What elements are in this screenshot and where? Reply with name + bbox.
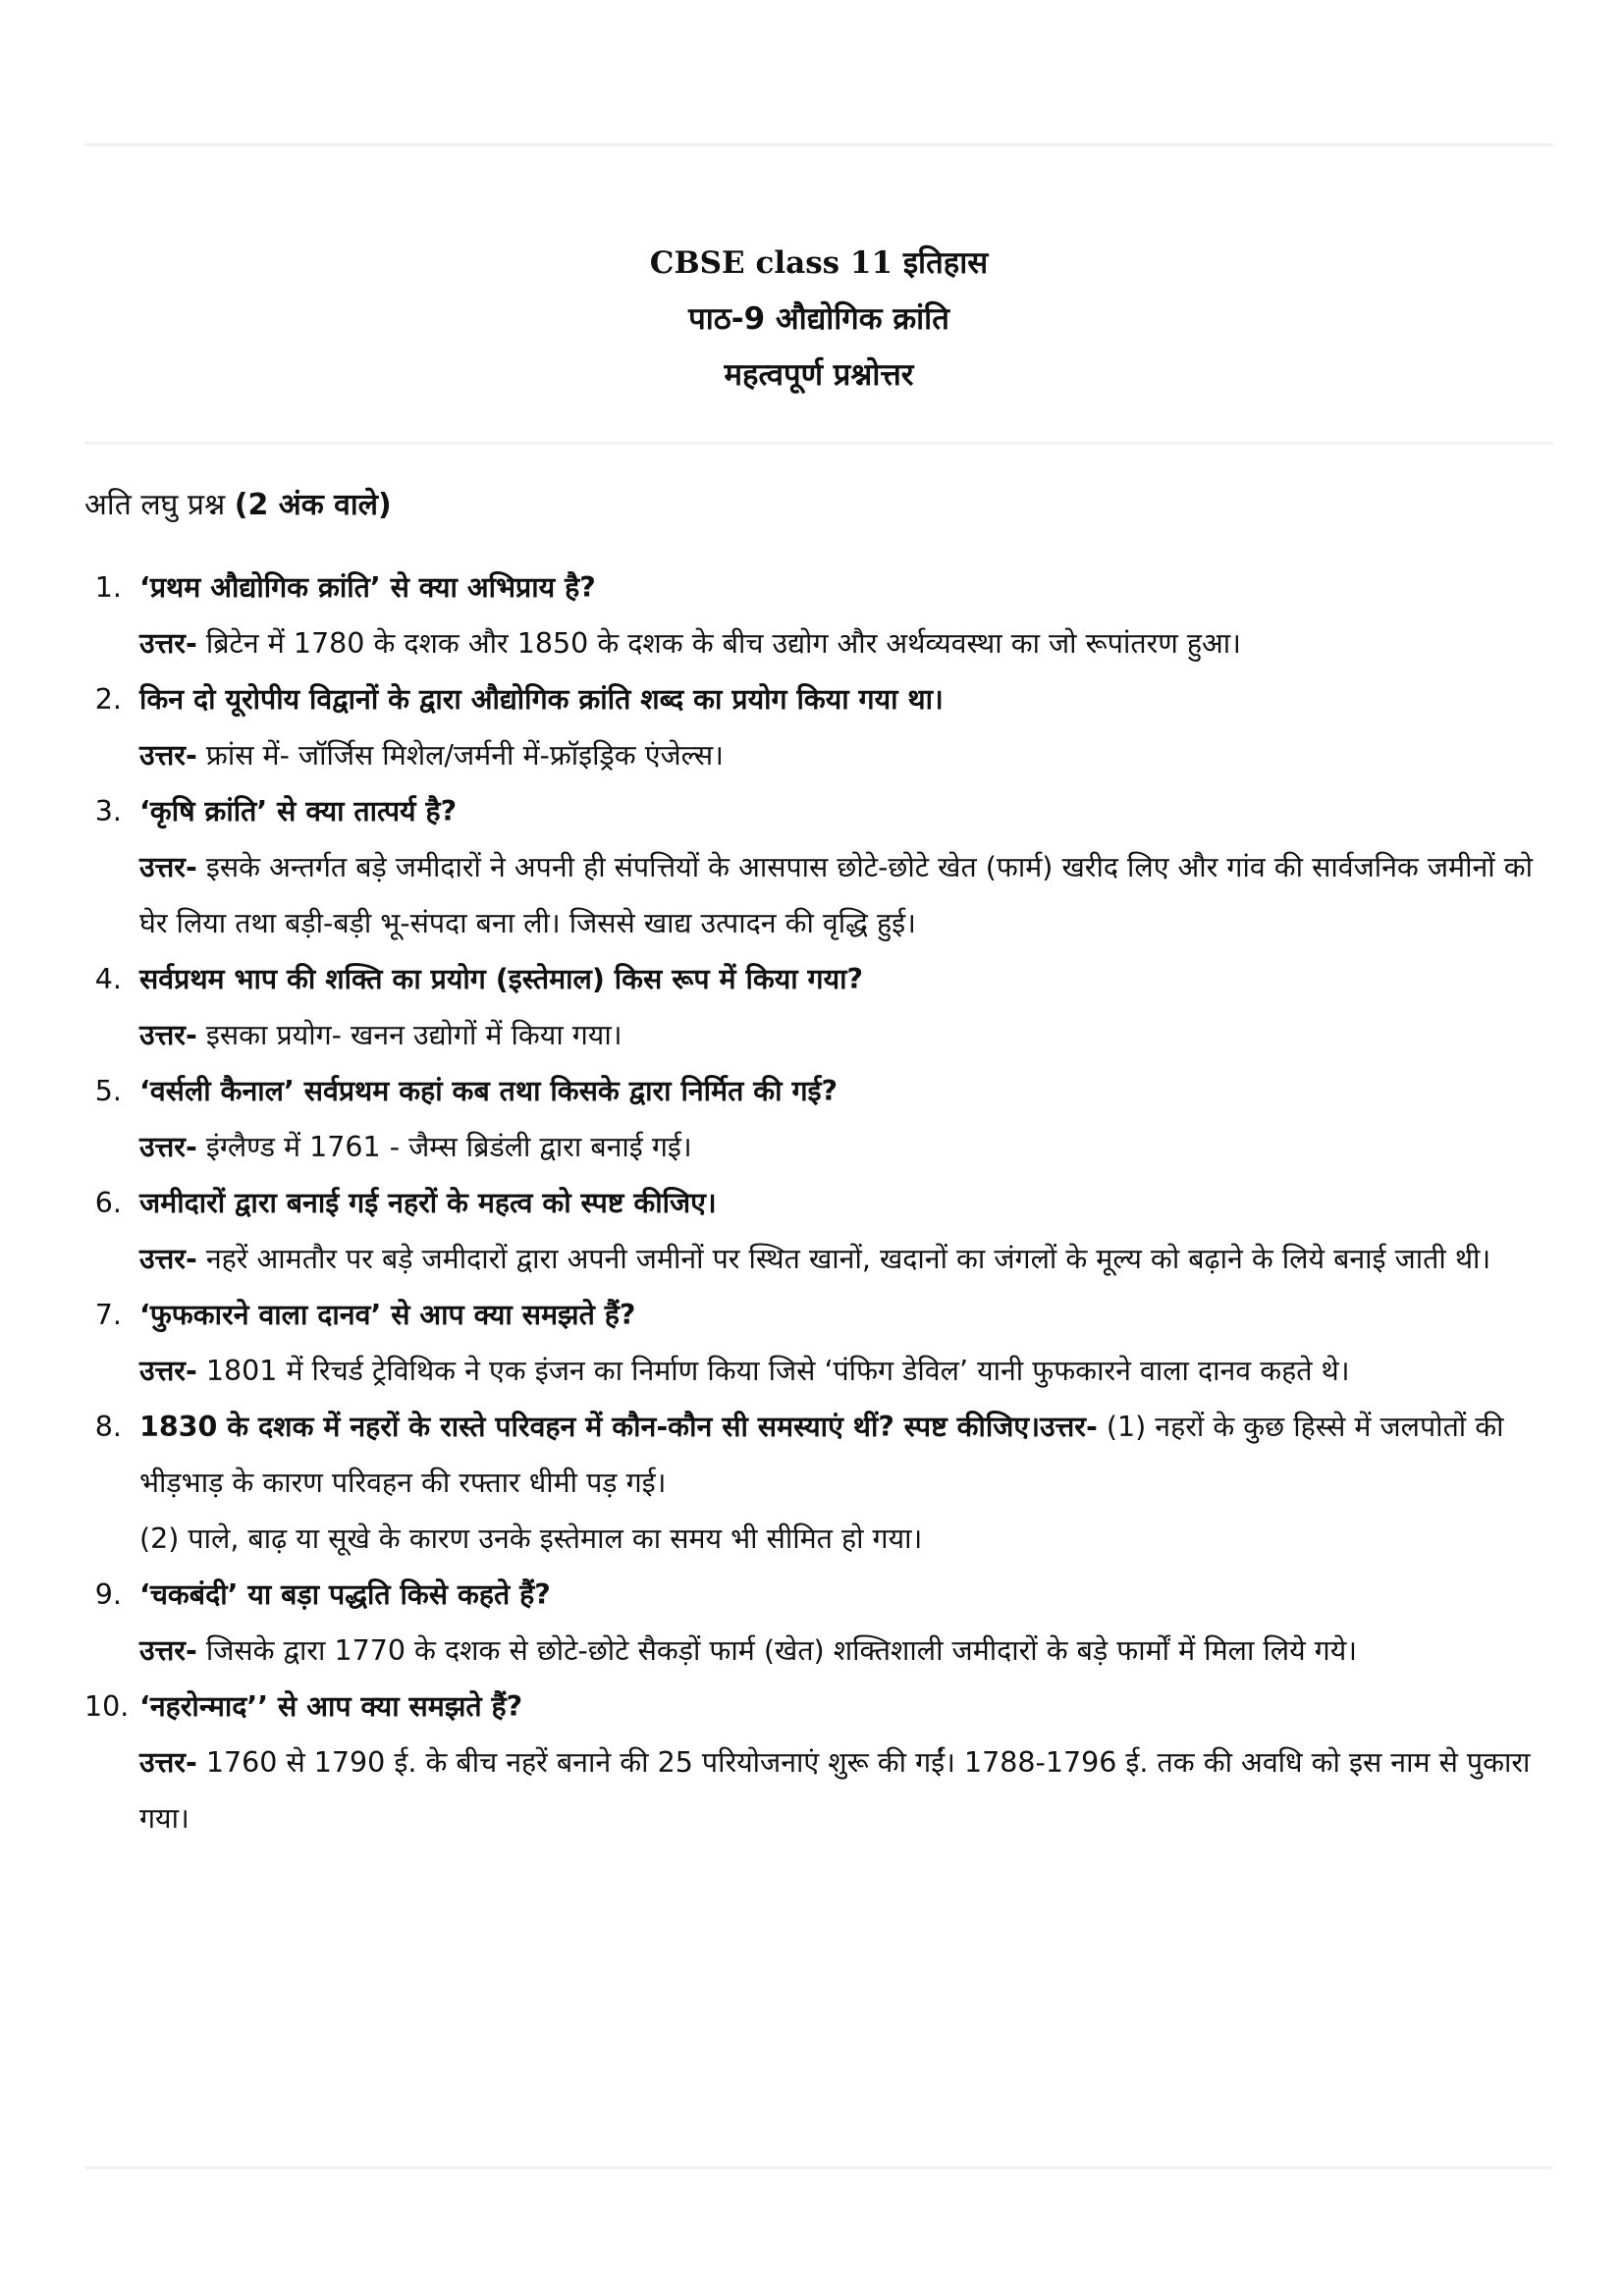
answer-body: फ्रांस में- जॉर्जिस मिशेल/जर्मनी में-फ्रॉइड्रिक एंजेल्स। <box>205 739 724 772</box>
header-chapter: पाठ-9 औद्योगिक क्रांति <box>688 301 949 337</box>
section-heading-marks: (2 अंक वाले) <box>234 488 392 522</box>
question-text: 1830 के दशक में नहरों के रास्ते परिवहन में कौन-कौन सी समस्याएं थीं? स्पष्ट कीजिए। <box>139 1411 1040 1443</box>
header-title: CBSE class 11 इतिहास <box>649 245 989 281</box>
question-item <box>84 1287 1553 1399</box>
question-number: 6. <box>94 1187 122 1219</box>
answer-label: उत्तर- <box>139 1634 197 1667</box>
question-text: ‘नहरोन्माद’’ से आप क्या समझते हैं? <box>139 1690 523 1723</box>
question-item <box>84 783 1553 951</box>
answer-text <box>139 1623 1553 1679</box>
question-text: ‘वर्सली कैनाल’ सर्वप्रथम कहां कब तथा किसके द्वारा निर्मित की गई? <box>139 1075 839 1107</box>
answer-body: इसके अन्तर्गत बड़े जमीदारों ने अपनी ही संपत्तियों के आसपास छोटे-छोटे खेत (फार्म) खरीद लिए और गांव की सार्वजनिक जमीनों को घेर लिया तथा बड़ी-बड़ी भू-संपदा बना ली। जिससे खाद्य उत्पादन की वृद्धि हुई। <box>139 851 1533 939</box>
section-heading-prefix: अति लघु प्रश्न <box>84 488 235 522</box>
answer-text <box>139 1119 1553 1175</box>
question-number: 2. <box>94 683 122 716</box>
answer-label: उत्तर- <box>139 1355 197 1387</box>
answer-body: 1801 में रिचर्ड ट्रेविथिक ने एक इंजन का निर्माण किया जिसे ‘पंफिग डेविल’ यानी फुफकारने वाला दानव कहते थे। <box>205 1355 1350 1387</box>
answer-label: उत्तर- <box>1040 1411 1098 1443</box>
question-number: 9. <box>94 1578 122 1611</box>
question-item <box>84 951 1553 1063</box>
answer-text <box>139 1735 1553 1846</box>
question-text: ‘कृषि क्रांति’ से क्या तात्पर्य है? <box>139 795 458 828</box>
answer-label: उत्तर- <box>139 627 197 660</box>
question-list <box>84 560 1553 1846</box>
question-number: 7. <box>94 1299 122 1331</box>
answer-body: ब्रिटेन में 1780 के दशक और 1850 के दशक के बीच उद्योग और अर्थव्यवस्था का जो रूपांतरण हुआ। <box>205 627 1241 660</box>
answer-text <box>139 839 1553 951</box>
question-number: 1. <box>94 571 122 604</box>
header-divider <box>84 442 1553 445</box>
answer-text <box>139 615 1553 671</box>
question-item <box>84 1063 1553 1175</box>
answer-body: जिसके द्वारा 1770 के दशक से छोटे-छोटे सैकड़ों फार्म (खेत) शक्तिशाली जमीदारों के बड़े फार्मों में मिला लिये गये। <box>205 1634 1358 1667</box>
bottom-divider <box>84 2166 1553 2169</box>
answer-text <box>139 1343 1553 1399</box>
question-number: 5. <box>94 1075 122 1107</box>
answer-label: उत्तर- <box>139 1243 197 1275</box>
question-number: 3. <box>94 795 122 828</box>
answer-body: 1760 से 1790 ई. के बीच नहरें बनाने की 25 परियोजनाएं शुरू की गईं। 1788-1796 ई. तक की अवधि को इस नाम से पुकारा गया। <box>139 1746 1531 1835</box>
document-header <box>84 236 1553 403</box>
answer-continuation: (2) पाले, बाढ़ या सूखे के कारण उनके इस्तेमाल का समय भी सीमित हो गया। <box>139 1522 923 1555</box>
question-text: जमीदारों द्वारा बनाई गई नहरों के महत्व को स्पष्ट कीजिए। <box>139 1187 717 1219</box>
question-item <box>84 560 1553 671</box>
answer-body: (1) नहरों के कुछ हिस्से में जलपोतों की भीड़भाड़ के कारण परिवहन की रफ्तार धीमी पड़ गई। <box>139 1411 1504 1499</box>
answer-text <box>139 1007 1553 1063</box>
question-text: किन दो यूरोपीय विद्वानों के द्वारा औद्योगिक क्रांति शब्द का प्रयोग किया गया था। <box>139 683 944 716</box>
answer-label: उत्तर- <box>139 1746 197 1779</box>
question-number: 8. <box>94 1411 122 1443</box>
question-text: ‘चकबंदी’ या बड़ा पद्धति किसे कहते हैं? <box>139 1578 551 1611</box>
question-number: 10. <box>84 1690 130 1723</box>
answer-body: नहरें आमतौर पर बड़े जमीदारों द्वारा अपनी जमीनों पर स्थित खानों, खदानों का जंगलों के मूल्य को बढ़ाने के लिये बनाई जाती थी। <box>205 1243 1491 1275</box>
question-item <box>84 1175 1553 1287</box>
answer-body: इसका प्रयोग- खनन उद्योगों में किया गया। <box>205 1019 622 1051</box>
top-divider <box>84 143 1553 146</box>
question-text: ‘प्रथम औद्योगिक क्रांति’ से क्या अभिप्राय है? <box>139 571 596 604</box>
answer-text <box>139 727 1553 783</box>
question-item <box>84 1679 1553 1846</box>
section-heading <box>84 483 392 523</box>
question-item <box>84 1399 1553 1567</box>
question-item <box>84 1567 1553 1679</box>
answer-label: उत्तर- <box>139 1131 197 1163</box>
question-text: ‘फुफकारने वाला दानव’ से आप क्या समझते हैं? <box>139 1299 636 1331</box>
answer-label: उत्तर- <box>139 851 197 883</box>
question-number: 4. <box>94 963 122 995</box>
answer-label: उत्तर- <box>139 739 197 772</box>
question-item <box>84 671 1553 783</box>
header-subtitle: महत्वपूर्ण प्रश्नोत्तर <box>724 357 914 393</box>
question-text: सर्वप्रथम भाप की शक्ति का प्रयोग (इस्तेमाल) किस रूप में किया गया? <box>139 963 864 995</box>
answer-body: इंग्लैण्ड में 1761 - जैम्स ब्रिडंली द्वारा बनाई गई। <box>205 1131 692 1163</box>
answer-label: उत्तर- <box>139 1019 197 1051</box>
answer-text <box>139 1231 1553 1287</box>
